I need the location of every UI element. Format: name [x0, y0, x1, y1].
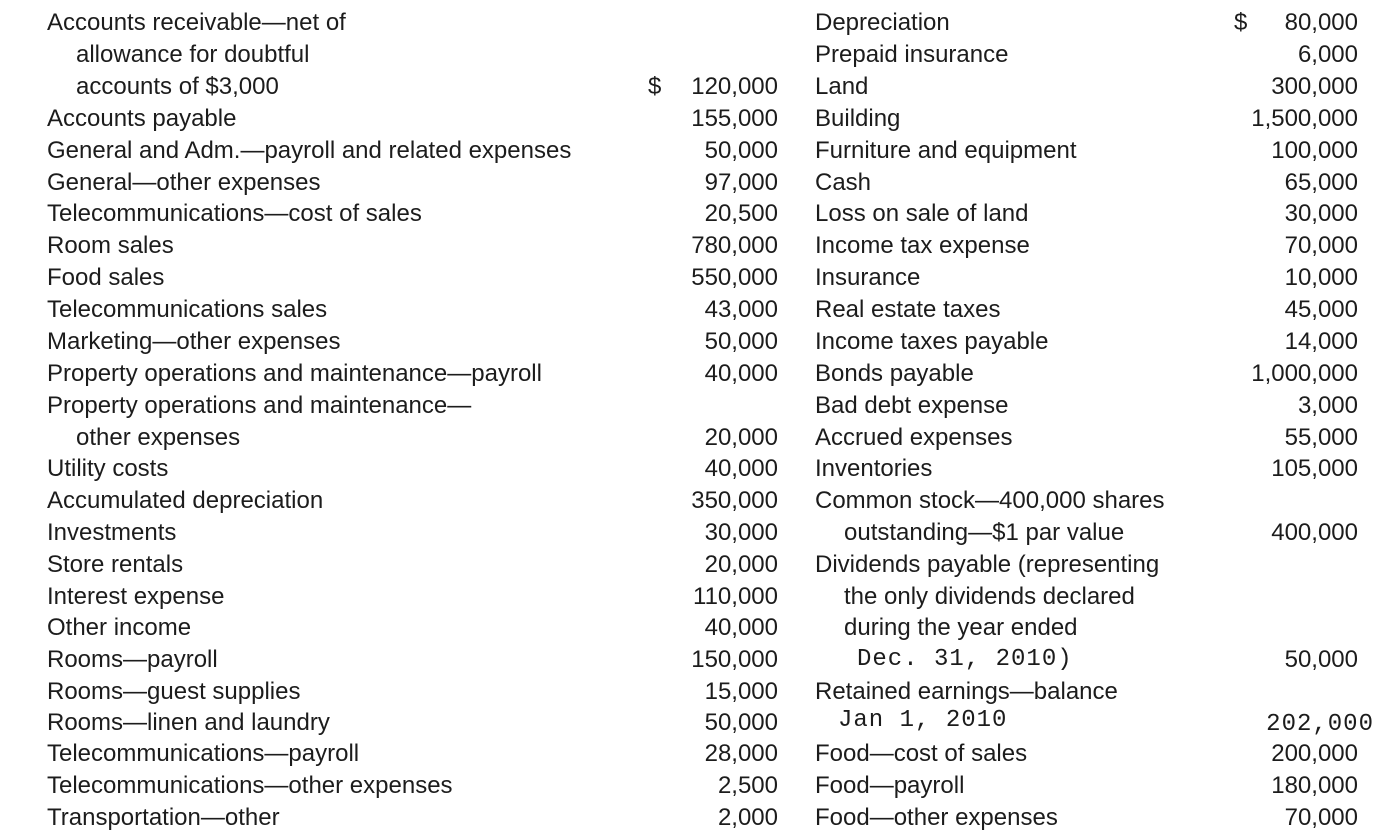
left-value-11: 40,000 [704, 360, 778, 387]
right-label-3: Building [815, 105, 901, 132]
left-value-14: 40,000 [704, 455, 778, 482]
left-value-16: 30,000 [704, 519, 778, 546]
left-label-22: Rooms—linen and laundry [47, 709, 330, 736]
left-label-23: Telecommunications—payroll [47, 740, 360, 767]
left-label-1: allowance for doubtful [76, 41, 310, 68]
left-value-17: 20,000 [704, 551, 778, 578]
left-label-19: Other income [47, 614, 192, 641]
left-label-3: Accounts payable [47, 105, 237, 132]
left-label-16: Investments [47, 519, 177, 546]
right-value-16: 400,000 [1271, 519, 1358, 546]
right-label-14: Inventories [815, 455, 933, 482]
right-value-25: 70,000 [1284, 804, 1358, 831]
right-label-21: Retained earnings—balance [815, 678, 1118, 705]
right-value-11: 1,000,000 [1251, 360, 1358, 387]
right-value-4: 100,000 [1271, 137, 1358, 164]
right-label-24: Food—payroll [815, 772, 965, 799]
left-value-18: 110,000 [693, 583, 778, 610]
right-label-15: Common stock—400,000 shares [815, 487, 1165, 514]
left-label-25: Transportation—other [47, 804, 280, 831]
right-value-8: 10,000 [1284, 264, 1358, 291]
left-value-24: 2,500 [717, 772, 778, 799]
right-value-1: 6,000 [1297, 41, 1358, 68]
right-value-22: 202,000 [1266, 711, 1374, 738]
right-label-9: Real estate taxes [815, 296, 1001, 323]
left-label-2: accounts of $3,000 [76, 73, 279, 100]
right-label-2: Land [815, 73, 869, 100]
right-label-8: Insurance [815, 264, 921, 291]
right-value-7: 70,000 [1284, 232, 1358, 259]
right-label-7: Income tax expense [815, 232, 1030, 259]
right-value-6: 30,000 [1284, 200, 1358, 227]
left-label-15: Accumulated depreciation [47, 487, 324, 514]
right-label-23: Food—cost of sales [815, 740, 1028, 767]
left-value-6: 20,500 [704, 200, 778, 227]
left-label-13: other expenses [76, 424, 241, 451]
left-value-21: 15,000 [704, 678, 778, 705]
right-value-13: 55,000 [1284, 424, 1358, 451]
right-label-17: Dividends payable (representing [815, 551, 1160, 578]
right-value-0: 80,000 [1284, 9, 1358, 36]
left-value-10: 50,000 [704, 328, 778, 355]
left-value-23: 28,000 [704, 740, 778, 767]
right-value-10: 14,000 [1284, 328, 1358, 355]
left-label-18: Interest expense [47, 583, 225, 610]
right-label-13: Accrued expenses [815, 424, 1013, 451]
left-value-3: 155,000 [691, 105, 778, 132]
right-value-14: 105,000 [1271, 455, 1358, 482]
right-label-4: Furniture and equipment [815, 137, 1077, 164]
right-value-9: 45,000 [1284, 296, 1358, 323]
left-value-4: 50,000 [704, 137, 778, 164]
left-label-0: Accounts receivable—net of [47, 9, 346, 36]
left-label-20: Rooms—payroll [47, 646, 218, 673]
right-label-16: outstanding—$1 par value [844, 519, 1125, 546]
left-label-14: Utility costs [47, 455, 169, 482]
right-label-25: Food—other expenses [815, 804, 1058, 831]
left-label-17: Store rentals [47, 551, 184, 578]
right-label-11: Bonds payable [815, 360, 974, 387]
left-value-13: 20,000 [704, 424, 778, 451]
left-label-7: Room sales [47, 232, 174, 259]
left-label-11: Property operations and maintenance—payroll [47, 360, 542, 387]
right-label-6: Loss on sale of land [815, 200, 1029, 227]
right-value-24: 180,000 [1271, 772, 1358, 799]
left-label-12: Property operations and maintenance— [47, 392, 472, 419]
right-value-23: 200,000 [1271, 740, 1358, 767]
right-value-20: 50,000 [1284, 646, 1358, 673]
left-label-21: Rooms—guest supplies [47, 678, 301, 705]
left-label-4: General and Adm.—payroll and related expenses [47, 137, 572, 164]
left-label-6: Telecommunications—cost of sales [47, 200, 422, 227]
left-value-5: 97,000 [704, 169, 778, 196]
left-value-15: 350,000 [691, 487, 778, 514]
right-label-22: Jan 1, 2010 [838, 707, 1008, 734]
left-label-8: Food sales [47, 264, 165, 291]
left-value-20: 150,000 [691, 646, 778, 673]
left-value-25: 2,000 [717, 804, 778, 831]
right-label-20: Dec. 31, 2010) [857, 646, 1073, 673]
right-label-18: the only dividends declared [844, 583, 1135, 610]
left-value-22: 50,000 [704, 709, 778, 736]
right-label-1: Prepaid insurance [815, 41, 1009, 68]
right-label-10: Income taxes payable [815, 328, 1049, 355]
right-label-12: Bad debt expense [815, 392, 1009, 419]
right-label-5: Cash [815, 169, 872, 196]
left-currency-2: $ [648, 73, 662, 100]
right-value-5: 65,000 [1284, 169, 1358, 196]
left-value-19: 40,000 [704, 614, 778, 641]
right-currency-0: $ [1234, 9, 1248, 36]
left-value-2: 120,000 [691, 73, 778, 100]
left-value-8: 550,000 [691, 264, 778, 291]
left-label-24: Telecommunications—other expenses [47, 772, 453, 799]
right-label-0: Depreciation [815, 9, 950, 36]
right-value-12: 3,000 [1297, 392, 1358, 419]
left-label-10: Marketing—other expenses [47, 328, 341, 355]
right-value-2: 300,000 [1271, 73, 1358, 100]
left-label-5: General—other expenses [47, 169, 321, 196]
left-value-7: 780,000 [691, 232, 778, 259]
right-value-3: 1,500,000 [1251, 105, 1358, 132]
left-label-9: Telecommunications sales [47, 296, 328, 323]
right-label-19: during the year ended [844, 614, 1078, 641]
left-value-9: 43,000 [704, 296, 778, 323]
